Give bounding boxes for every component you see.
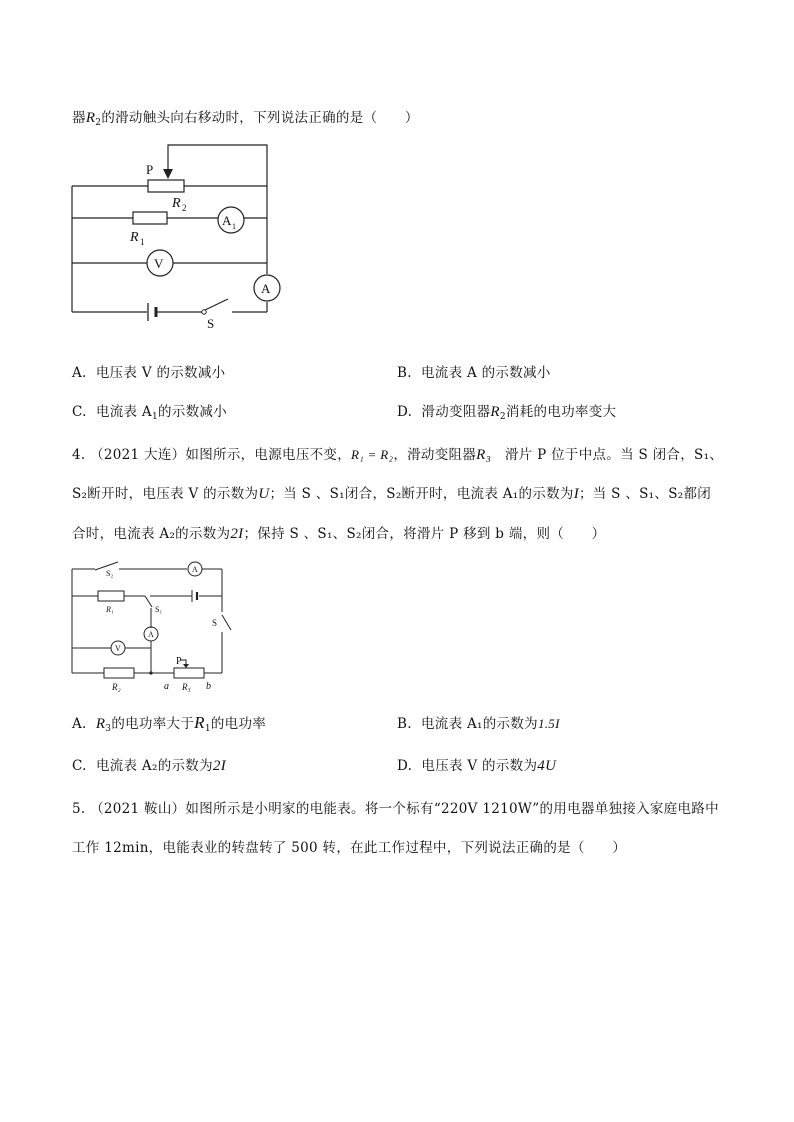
q4-l2-s2b: S₂ <box>386 486 402 502</box>
q3-option-c-label: C. <box>72 404 87 420</box>
q4-option-c-val: 2I <box>212 758 226 774</box>
q4-fig-s: S <box>212 618 218 628</box>
q4-l3-b: ；保持 S 、 <box>243 526 318 542</box>
q3-stem-sub: 2 <box>95 118 102 128</box>
q5-line-2: 工作 12min，电能表业的转盘转了 500 转，在此工作过程中，下列说法正确的是（ ） <box>72 840 627 856</box>
q3-stem-post: 的滑动触头向右移动时，下列说法正确的是（ ） <box>101 110 419 126</box>
q4-option-a <box>72 712 266 734</box>
q4-l2-s1b: S₁ <box>639 486 655 502</box>
q3-fig-a1-sub: 1 <box>232 222 236 231</box>
q4-l2-g: 都闭 <box>683 486 712 502</box>
q4-l2-s1: S₁ <box>329 486 345 502</box>
q4-fig-s2: S₂ <box>106 569 114 578</box>
q4-option-a-sub2: 1 <box>204 724 211 734</box>
q4-l3-d: 闭合，将滑片 P 移到 b 端，则（ ） <box>361 526 606 542</box>
q4-option-a-post: 的电功率 <box>210 716 267 732</box>
q4-l3-s1: S₁ <box>317 526 333 542</box>
q4-option-d-val: 4U <box>537 758 557 774</box>
q3-option-b-label: B. <box>397 365 412 381</box>
q4-fig-b-pt: b <box>206 681 211 692</box>
q4-fig-s1: S₁ <box>155 605 163 614</box>
q4-option-d-label: D. <box>397 758 413 774</box>
q4-l2-a: 断开时，电压表 V 的示数为 <box>87 486 259 502</box>
q4-option-a-mid: 的电功率大于 <box>111 716 195 732</box>
q3-option-a-text: 电压表 V 的示数减小 <box>95 365 226 381</box>
q4-option-c <box>72 754 226 775</box>
q4-option-d-pre: 电压表 V 的示数为 <box>421 758 538 774</box>
q3-fig-a1: A <box>222 213 232 228</box>
q4-r3-resistor <box>174 668 204 678</box>
q3-stem-var: R <box>85 110 96 126</box>
q4-option-b-val: 1.5I <box>537 716 560 731</box>
q4-switch-s <box>222 615 231 630</box>
q4-option-b-label: B. <box>397 716 412 732</box>
q4-l1-c: 滑片 P 位于中点。当 S 闭合， <box>491 447 695 463</box>
q4-l2-e: ；当 S 、 <box>578 486 640 502</box>
q4-l2-b: ；当 S 、 <box>269 486 330 502</box>
q4-option-c-label: C. <box>72 758 87 774</box>
q3-option-d-pre: 滑动变阻器 <box>421 404 491 420</box>
q3-stem-pre: 器 <box>72 110 86 126</box>
q4-l2-c: 闭合， <box>344 486 387 502</box>
q4-option-a-var1: R <box>95 716 106 732</box>
q4-r1-resistor <box>98 591 124 601</box>
q4-l2-s2: S₂ <box>72 486 88 502</box>
q4-l2-f: 、 <box>654 486 669 502</box>
q4-r2-resistor <box>104 668 134 678</box>
q4-l1-r3: R₃ <box>476 447 492 463</box>
q4-fig-r1: R₁ <box>106 605 114 614</box>
q4-option-c-pre: 电流表 A₂的示数为 <box>95 758 213 774</box>
q4-option-a-sub1: 3 <box>105 724 112 734</box>
q3-fig-r2: R <box>172 196 181 211</box>
q3-option-c-sub: 1 <box>151 412 159 422</box>
q4-l3-2i: 2I <box>230 526 244 542</box>
q4-l2-i: I <box>573 486 579 502</box>
q3-fig-r1: R <box>130 230 139 245</box>
q4-fig-p: P <box>176 656 182 667</box>
q4-fig-a-pt: a <box>164 681 169 692</box>
q3-fig-r2-sub: 2 <box>182 203 187 213</box>
q4-fig-a-mid: A <box>148 630 154 639</box>
q4-switch-s1 <box>145 596 152 607</box>
q3-option-c-post: 的示数减小 <box>158 404 228 420</box>
q4-l2-d: 断开时，电流表 A₁的示数为 <box>401 486 574 502</box>
q3-fig-v: V <box>154 256 164 271</box>
q3-option-d-var: R <box>490 404 500 420</box>
q4-fig-r3: R₃ <box>182 682 191 692</box>
q4-option-a-var2: R <box>194 713 205 732</box>
q4-l2-u: U <box>258 486 270 502</box>
q3-fig-r1-sub: 1 <box>140 237 145 247</box>
q3-fig-a: A <box>261 281 271 296</box>
q4-l3-a: 合时，电流表 A₂的示数为 <box>72 526 231 542</box>
q4-option-b-pre: 电流表 A₁的示数为 <box>421 716 538 732</box>
q4-option-a-label: A. <box>72 716 87 732</box>
q4-l3-c: 、 <box>332 526 347 542</box>
q3-option-d-post: 消耗的电功率变大 <box>505 404 617 420</box>
q4-l1-eq: R₁ = R₂ <box>351 447 394 462</box>
q4-option-b <box>397 712 560 732</box>
q4-l3-s2: S₂ <box>346 526 362 542</box>
q3-fig-s: S <box>207 316 215 331</box>
q3-option-d-sub: 2 <box>499 412 506 422</box>
q3-option-c-pre: 电流表 A <box>95 404 152 420</box>
q5-line-1: 5. （2021 鞍山）如图所示是小明家的电能表。将一个标有“220V 1210W”的用电器单独接入家庭电路中 <box>72 801 719 817</box>
q4-l1-d: 、 <box>709 447 724 463</box>
q4-l2-s2c: S₂ <box>668 486 684 502</box>
q4-option-d <box>397 754 556 775</box>
q3-option-a-label: A. <box>72 365 87 381</box>
q3-option-b-text: 电流表 A 的示数减小 <box>421 365 551 381</box>
q4-l1-b: ，滑动变阻器 <box>393 447 477 463</box>
q4-l1-a: 4. （2021 大连）如图所示，电源电压不变， <box>72 447 352 463</box>
q4-l1-s1: S₁ <box>694 447 710 463</box>
q4-fig-v: V <box>115 644 121 653</box>
q4-fig-r2: R₂ <box>112 682 121 692</box>
q4-fig-a-top: A <box>192 565 198 574</box>
q3-fig-p: P <box>146 162 154 177</box>
q3-option-d-label: D. <box>397 404 413 420</box>
